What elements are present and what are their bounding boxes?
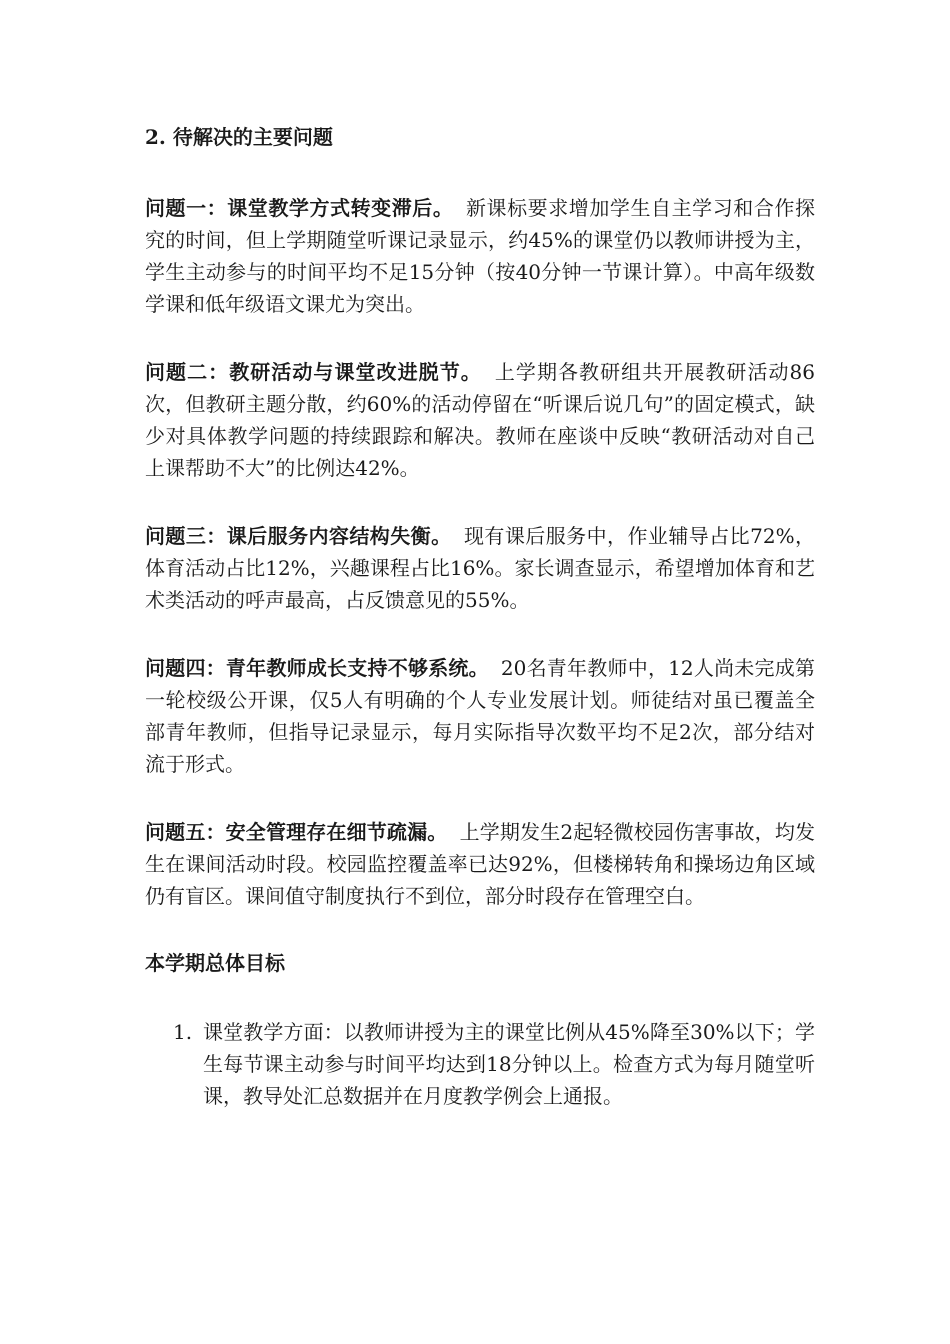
problem-paragraph-1 [145,192,815,320]
problem-title-4: 问题四：青年教师成长支持不够系统。 [145,656,489,680]
problem-body-2: 上学期各教研组共开展教研活动86次，但教研主题分散，约60%的活动停留在“听课后说几句”的固定模式，缺少对具体教学问题的持续跟踪和解决。教师在座谈中反映“教研活动对自己上课帮助不大”的比例达42%。 [145,360,816,480]
problem-title-3: 问题三：课后服务内容结构失衡。 [145,524,452,548]
goal-text-1: 课堂教学方面：以教师讲授为主的课堂比例从45%降至30%以下；学生每节课主动参与时间平均达到18分钟以上。检查方式为每月随堂听课，教导处汇总数据并在月度教学例会上通报。 [203,1020,815,1108]
problem-body-3: 现有课后服务中，作业辅导占比72%，体育活动占比12%，兴趣课程占比16%。家长调查显示，希望增加体育和艺术类活动的呼声最高，占反馈意见的55%。 [145,524,816,612]
problem-paragraph-3 [145,520,815,616]
problem-title-5: 问题五：安全管理存在细节疏漏。 [145,820,448,844]
problem-body-1: 新课标要求增加学生自主学习和合作探究的时间，但上学期随堂听课记录显示，约45%的课堂仍以教师讲授为主，学生主动参与的时间平均不足15分钟（按40分钟一节课计算）。中高年级数学课和低年级语文课尤为突出。 [145,196,815,316]
problem-body-4: 20名青年教师中，12人尚未完成第一轮校级公开课，仅5人有明确的个人专业发展计划。师徒结对虽已覆盖全部青年教师，但指导记录显示，每月实际指导次数平均不足2次，部分结对流于形式。 [145,656,815,776]
goal-item-1 [145,1016,815,1112]
document-page [145,118,815,1112]
problem-title-1: 问题一：课堂教学方式转变滞后。 [145,196,454,220]
problem-body-5: 上学期发生2起轻微校园伤害事故，均发生在课间活动时段。校园监控覆盖率已达92%，但楼梯转角和操场边角区域仍有盲区。课间值守制度执行不到位，部分时段存在管理空白。 [145,820,816,908]
goal-number-1: 1. [173,1020,193,1044]
goals-list [145,1016,815,1112]
problem-paragraph-2 [145,356,815,484]
problem-title-2: 问题二：教研活动与课堂改进脱节。 [145,360,482,384]
goals-heading: 本学期总体目标 [145,951,285,975]
section-heading: 2. 待解决的主要问题 [145,125,333,149]
problem-paragraph-4 [145,652,815,780]
problem-paragraph-5 [145,816,815,912]
